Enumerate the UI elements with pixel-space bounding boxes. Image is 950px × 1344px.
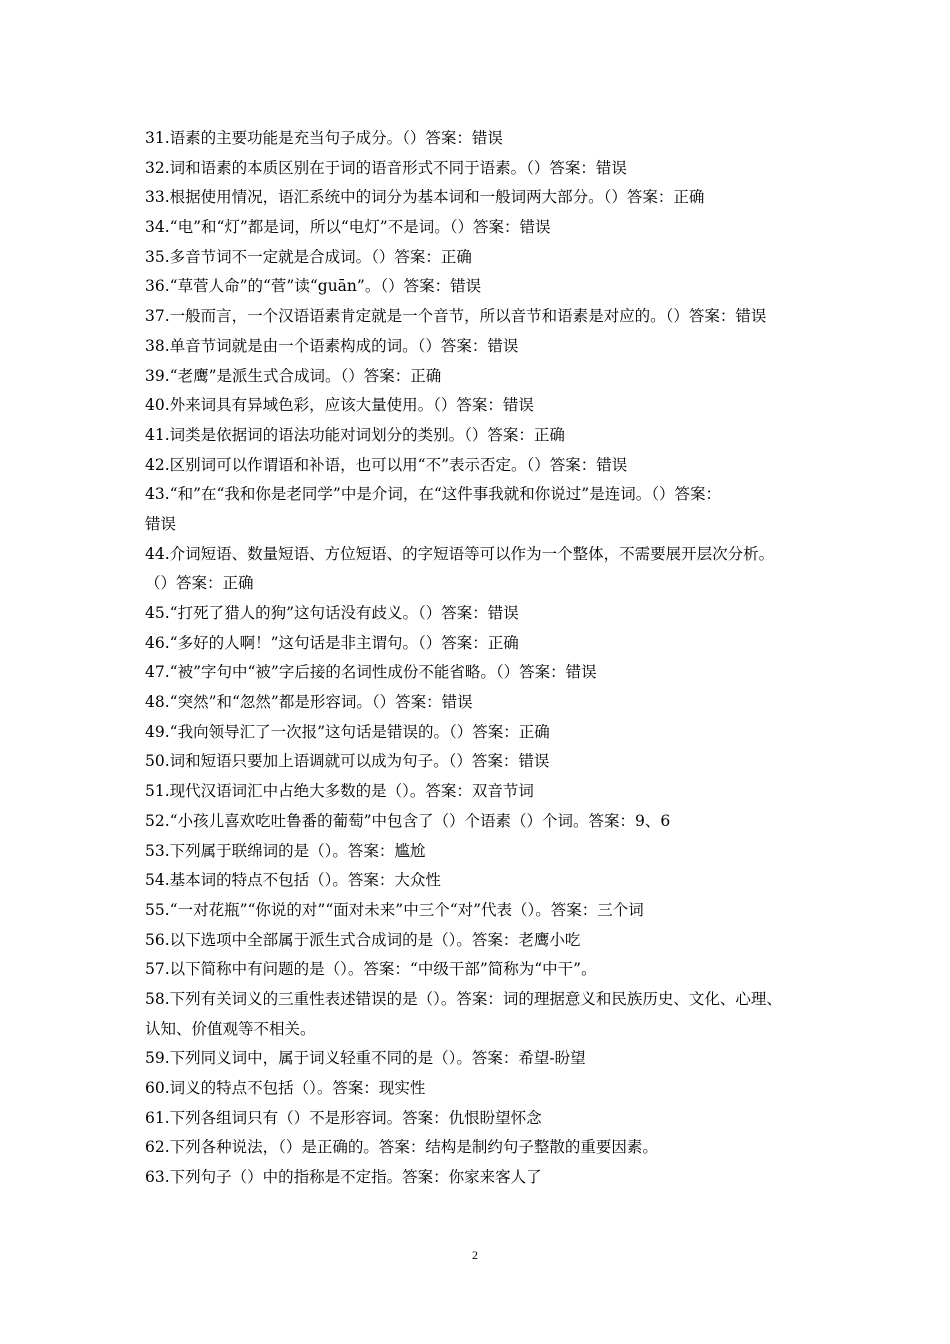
- text-line: 49.“我向领导汇了一次报”这句话是错误的。（）答案：正确: [145, 722, 550, 741]
- text-line: 45.“打死了猎人的狗”这句话没有歧义。（）答案：错误: [145, 604, 519, 622]
- text-line: 51.现代汉语词汇中占绝大多数的是（）。答案：双音节词: [145, 782, 534, 801]
- text-line: 42.区别词可以作谓语和补语，也可以用“不”表示否定。（）答案：错误: [145, 455, 628, 474]
- text-line: 55.“一对花瓶”“你说的对”“面对未来”中三个“对”代表（）。答案：三个词: [145, 900, 644, 919]
- text-line: 53.下列属于联绵词的是（）。答案：尴尬: [145, 841, 426, 860]
- text-line: 56.以下选项中全部属于派生式合成词的是（）。答案：老鹰小吃: [145, 930, 581, 949]
- text-line: 57.以下简称中有问题的是（）。答案：“中级干部”简称为“中干”。: [145, 960, 597, 979]
- text-line: 54.基本词的特点不包括（）。答案：大众性: [145, 871, 441, 890]
- text-line: 46.“多好的人啊！”这句话是非主谓句。（）答案：正确: [145, 633, 519, 652]
- text-line: 错误: [145, 514, 177, 533]
- text-line: 31.语素的主要功能是充当句子成分。（）答案：错误: [145, 129, 503, 147]
- text-line: 37.一般而言，一个汉语语素肯定就是一个音节，所以音节和语素是对应的。（）答案：错误: [145, 307, 767, 326]
- text-line: 39.“老鹰”是派生式合成词。（）答案：正确: [145, 366, 442, 385]
- text-line: 40.外来词具有异域色彩，应该大量使用。（）答案：错误: [145, 396, 534, 415]
- text-line: 38.单音节词就是由一个语素构成的词。（）答案：错误: [145, 336, 519, 355]
- text-line: 61.下列各组词只有（）不是形容词。答案：仇恨盼望怀念: [145, 1108, 542, 1127]
- text-line: 34.“电”和“灯”都是词，所以“电灯”不是词。（）答案：错误: [145, 218, 551, 237]
- text-line: 35.多音节词不一定就是合成词。（）答案：正确: [145, 247, 472, 266]
- text-line: 44.介词短语、数量短语、方位短语、的字短语等可以作为一个整体，不需要展开层次分析。: [145, 544, 775, 563]
- text-line: 52.“小孩儿喜欢吃吐鲁番的葡萄”中包含了（）个语素（）个词。答案：9、6: [145, 811, 671, 830]
- text-line: （）答案：正确: [145, 574, 254, 593]
- question-list: [145, 124, 825, 1193]
- text-line: 48.“突然”和“忽然”都是形容词。（）答案：错误: [145, 693, 473, 712]
- text-line: 33.根据使用情况，语汇系统中的词分为基本词和一般词两大部分。（）答案：正确: [145, 188, 705, 207]
- text-line: 60.词义的特点不包括（）。答案：现实性: [145, 1079, 426, 1097]
- text-line: 47.“被”字句中“被”字后接的名词性成份不能省略。（）答案：错误: [145, 663, 597, 682]
- text-line: 62.下列各种说法，（）是正确的。答案：结构是制约句子整散的重要因素。: [145, 1138, 658, 1157]
- text-line: 认知、价值观等不相关。: [145, 1019, 316, 1038]
- text-line: 59.下列同义词中，属于词义轻重不同的是（）。答案：希望-盼望: [145, 1049, 586, 1068]
- text-line: 36.“草菅人命”的“菅”读“guān”。（）答案：错误: [145, 277, 482, 296]
- text-line: 63.下列句子（）中的指称是不定指。答案：你家来客人了: [145, 1168, 542, 1187]
- text-line: 50.词和短语只要加上语调就可以成为句子。（）答案：错误: [145, 752, 550, 771]
- text-line: 58.下列有关词义的三重性表述错误的是（）。答案：词的理据意义和民族历史、文化、心理、: [145, 989, 782, 1008]
- text-line: 32.词和语素的本质区别在于词的语音形式不同于语素。（）答案：错误: [145, 158, 627, 177]
- page-number: 2: [472, 1248, 478, 1262]
- text-line: 43.“和”在“我和你是老同学”中是介词，在“这件事我就和你说过”是连词。（）答案：: [145, 485, 721, 504]
- text-line: 41.词类是依据词的语法功能对词划分的类别。（）答案：正确: [145, 425, 565, 444]
